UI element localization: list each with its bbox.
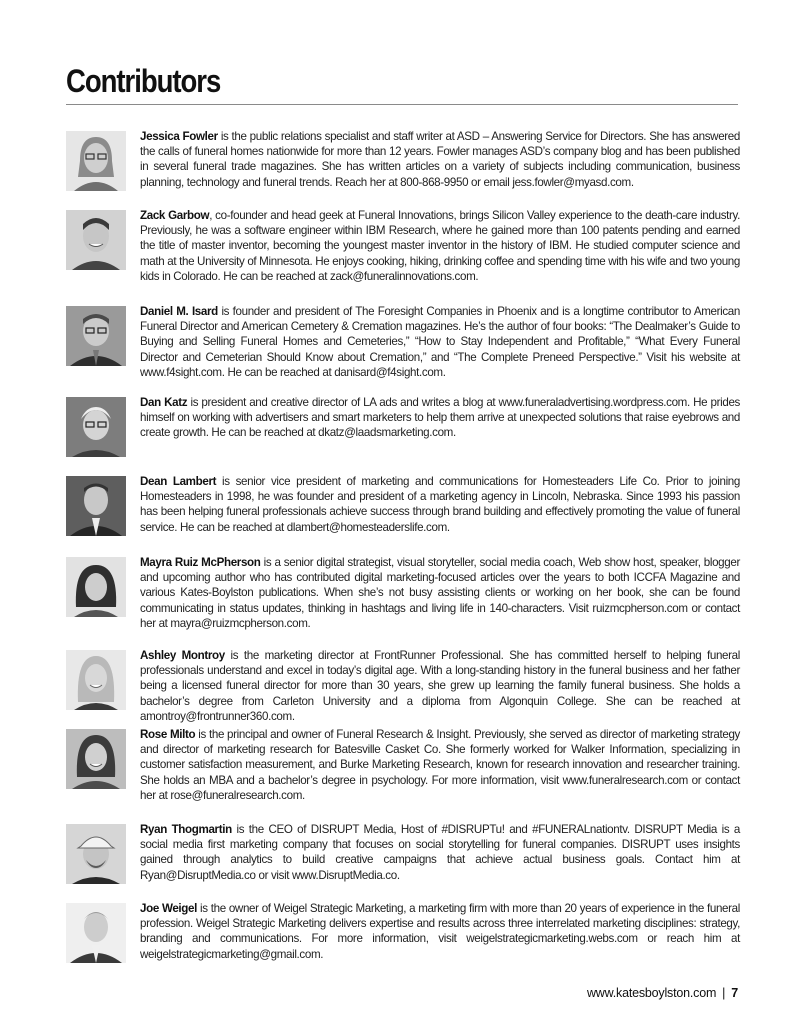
contributor-bio: Zack Garbow, co-founder and head geek at Funeral Innovations, brings Silicon Valley experience to the death-care industry. Previously, he was a software engineer within IBM Research, where he gained more than 100 patents pending and earned the title of master inventor, becoming the youngest master inventor in the history of IBM. He studied computer science and math at the University of Minnesota. He enjoys cooking, hiking, drinking coffee and spending time with his wife and two young kids in Colorado. He can be reached at zack@funeralinnovations.com. [140, 209, 740, 283]
contributor-name: Dean Lambert [140, 475, 217, 488]
contributor-name: Daniel M. Isard [140, 305, 218, 318]
title-divider [66, 104, 738, 105]
contributor-bio: Joe Weigel is the owner of Weigel Strategic Marketing, a marketing firm with more than 20 years of experience in the funeral profession. Weigel Strategic Marketing delivers expertise and results across three interrelated marketing disciplines: strategy, branding and communications. For more information, visit weigelstrategicmarketing.webs.com or reach him at weigelstrategicmarketing@gmail.com. [140, 902, 740, 961]
contributor-name: Zack Garbow [140, 209, 210, 222]
contributor-bio: Rose Milto is the principal and owner of Funeral Research & Insight. Previously, she served as director of marketing strategy and director of marketing research for Batesville Casket Co. She formerly worked for Walker Information, specializing in customer satisfaction measurement, and Burke Marketing Research, known for research innovation and researcher training. She holds an MBA and a bachelor’s degree in psychology. For more information, visit www.funeralresearch.com or contact her at rose@funeralresearch.com. [140, 728, 740, 802]
contributor-photo [66, 729, 126, 789]
contributor-name: Rose Milto [140, 728, 196, 741]
contributor-name: Ashley Montroy [140, 649, 225, 662]
page-title: Contributors [66, 63, 221, 99]
contributor-photo [66, 650, 126, 710]
contributor-bio: Dean Lambert is senior vice president of marketing and communications for Homesteaders Life Co. Prior to joining Homesteaders in 1998, he was founder and president of a marketing agency in Lincoln, Nebraska. Since 1993 his passion has been helping funeral professionals achieve success through brand building and effectively promoting the value of funeral service. He can be reached at dlambert@homesteaderslife.com. [140, 475, 740, 534]
contributor-photo [66, 397, 126, 457]
contributor-bio: Mayra Ruiz McPherson is a senior digital strategist, visual storyteller, social media coach, Web show host, speaker, blogger and upcoming author who has contributed digital marketing-focused articles over the years to both ICCFA Magazine and various Kates-Boylston publications. When she’s not busy assisting clients or working on her book, she can be found communicating in status updates, thinking in hashtags and living life in 140-characters. Visit ruizmcpherson.com or contact her at mayra@ruizmcpherson.com. [140, 556, 740, 630]
contributor-bio: Jessica Fowler is the public relations specialist and staff writer at ASD – Answering Service for Directors. She has answered the calls of funeral homes nationwide for more than 12 years. Fowler manages ASD’s company blog and has been published in several funeral trade magazines. She has written articles on a variety of subjects including communication, business planning, technology and funeral trends. Reach her at 800-868-9950 or email jess.fowler@myasd.com. [140, 130, 740, 189]
contributor-photo [66, 903, 126, 963]
contributor-bio: Dan Katz is president and creative director of LA ads and writes a blog at www.funeraladvertising.wordpress.com. He prides himself on working with advertisers and smart marketers to help them arrive at unexpected solutions that raise eyebrows and create growth. He can be reached at dkatz@laadsmarketing.com. [140, 396, 740, 440]
footer-url: www.katesboylston.com [586, 986, 717, 1000]
contributor-bio: Ryan Thogmartin is the CEO of DISRUPT Media, Host of #DISRUPTu! and #FUNERALnationtv. DISRUPT Media is a social media first marketing company that focuses on social storytelling for funeral companies. DISRUPT uses insights gained through analytics to build creative campaigns that achieve actual business goals. Contact him at Ryan@DisruptMedia.co or visit www.DisruptMedia.co. [140, 823, 741, 882]
footer-separator: | [722, 986, 726, 1000]
contributor-bio: Daniel M. Isard is founder and president of The Foresight Companies in Phoenix and is a longtime contributor to American Funeral Director and American Cemetery & Cremation magazines. He’s the author of four books: “The Dealmaker’s Guide to Buying and Selling Funeral Homes and Cemeteries,” “How to Stay Independent and Profitable,” “What Every Funeral Director and Cemeterian Should Know about Cremation,” and “The Complete Preneed Perspective.” Visit his website at www.f4sight.com. He can be reached at danisard@f4sight.com. [140, 305, 740, 379]
contributor-photo [66, 557, 126, 617]
contributor-photo [66, 131, 126, 191]
contributor-name: Mayra Ruiz McPherson [140, 556, 261, 569]
contributor-photo [66, 210, 126, 270]
contributor-photo [66, 306, 126, 366]
contributor-photo [66, 824, 126, 884]
page-number: 7 [731, 986, 738, 1000]
contributor-photo [66, 476, 126, 536]
contributor-name: Ryan Thogmartin [140, 823, 232, 836]
contributor-bio: Ashley Montroy is the marketing director at FrontRunner Professional. She has committed herself to helping funeral professionals understand and excel in today’s digital age. With a long-standing history in the funeral business and her father being a licensed funeral director for more than 30 years, she grew up learning the family funeral business. She holds a bachelor’s degree from Carleton University and a diploma from Algonquin College. She can be reached at amontroy@frontrunner360.com. [140, 649, 740, 723]
contributor-name: Dan Katz [140, 396, 188, 409]
contributor-name: Jessica Fowler [140, 130, 218, 143]
contributor-name: Joe Weigel [140, 902, 198, 915]
page-footer [587, 986, 738, 1000]
